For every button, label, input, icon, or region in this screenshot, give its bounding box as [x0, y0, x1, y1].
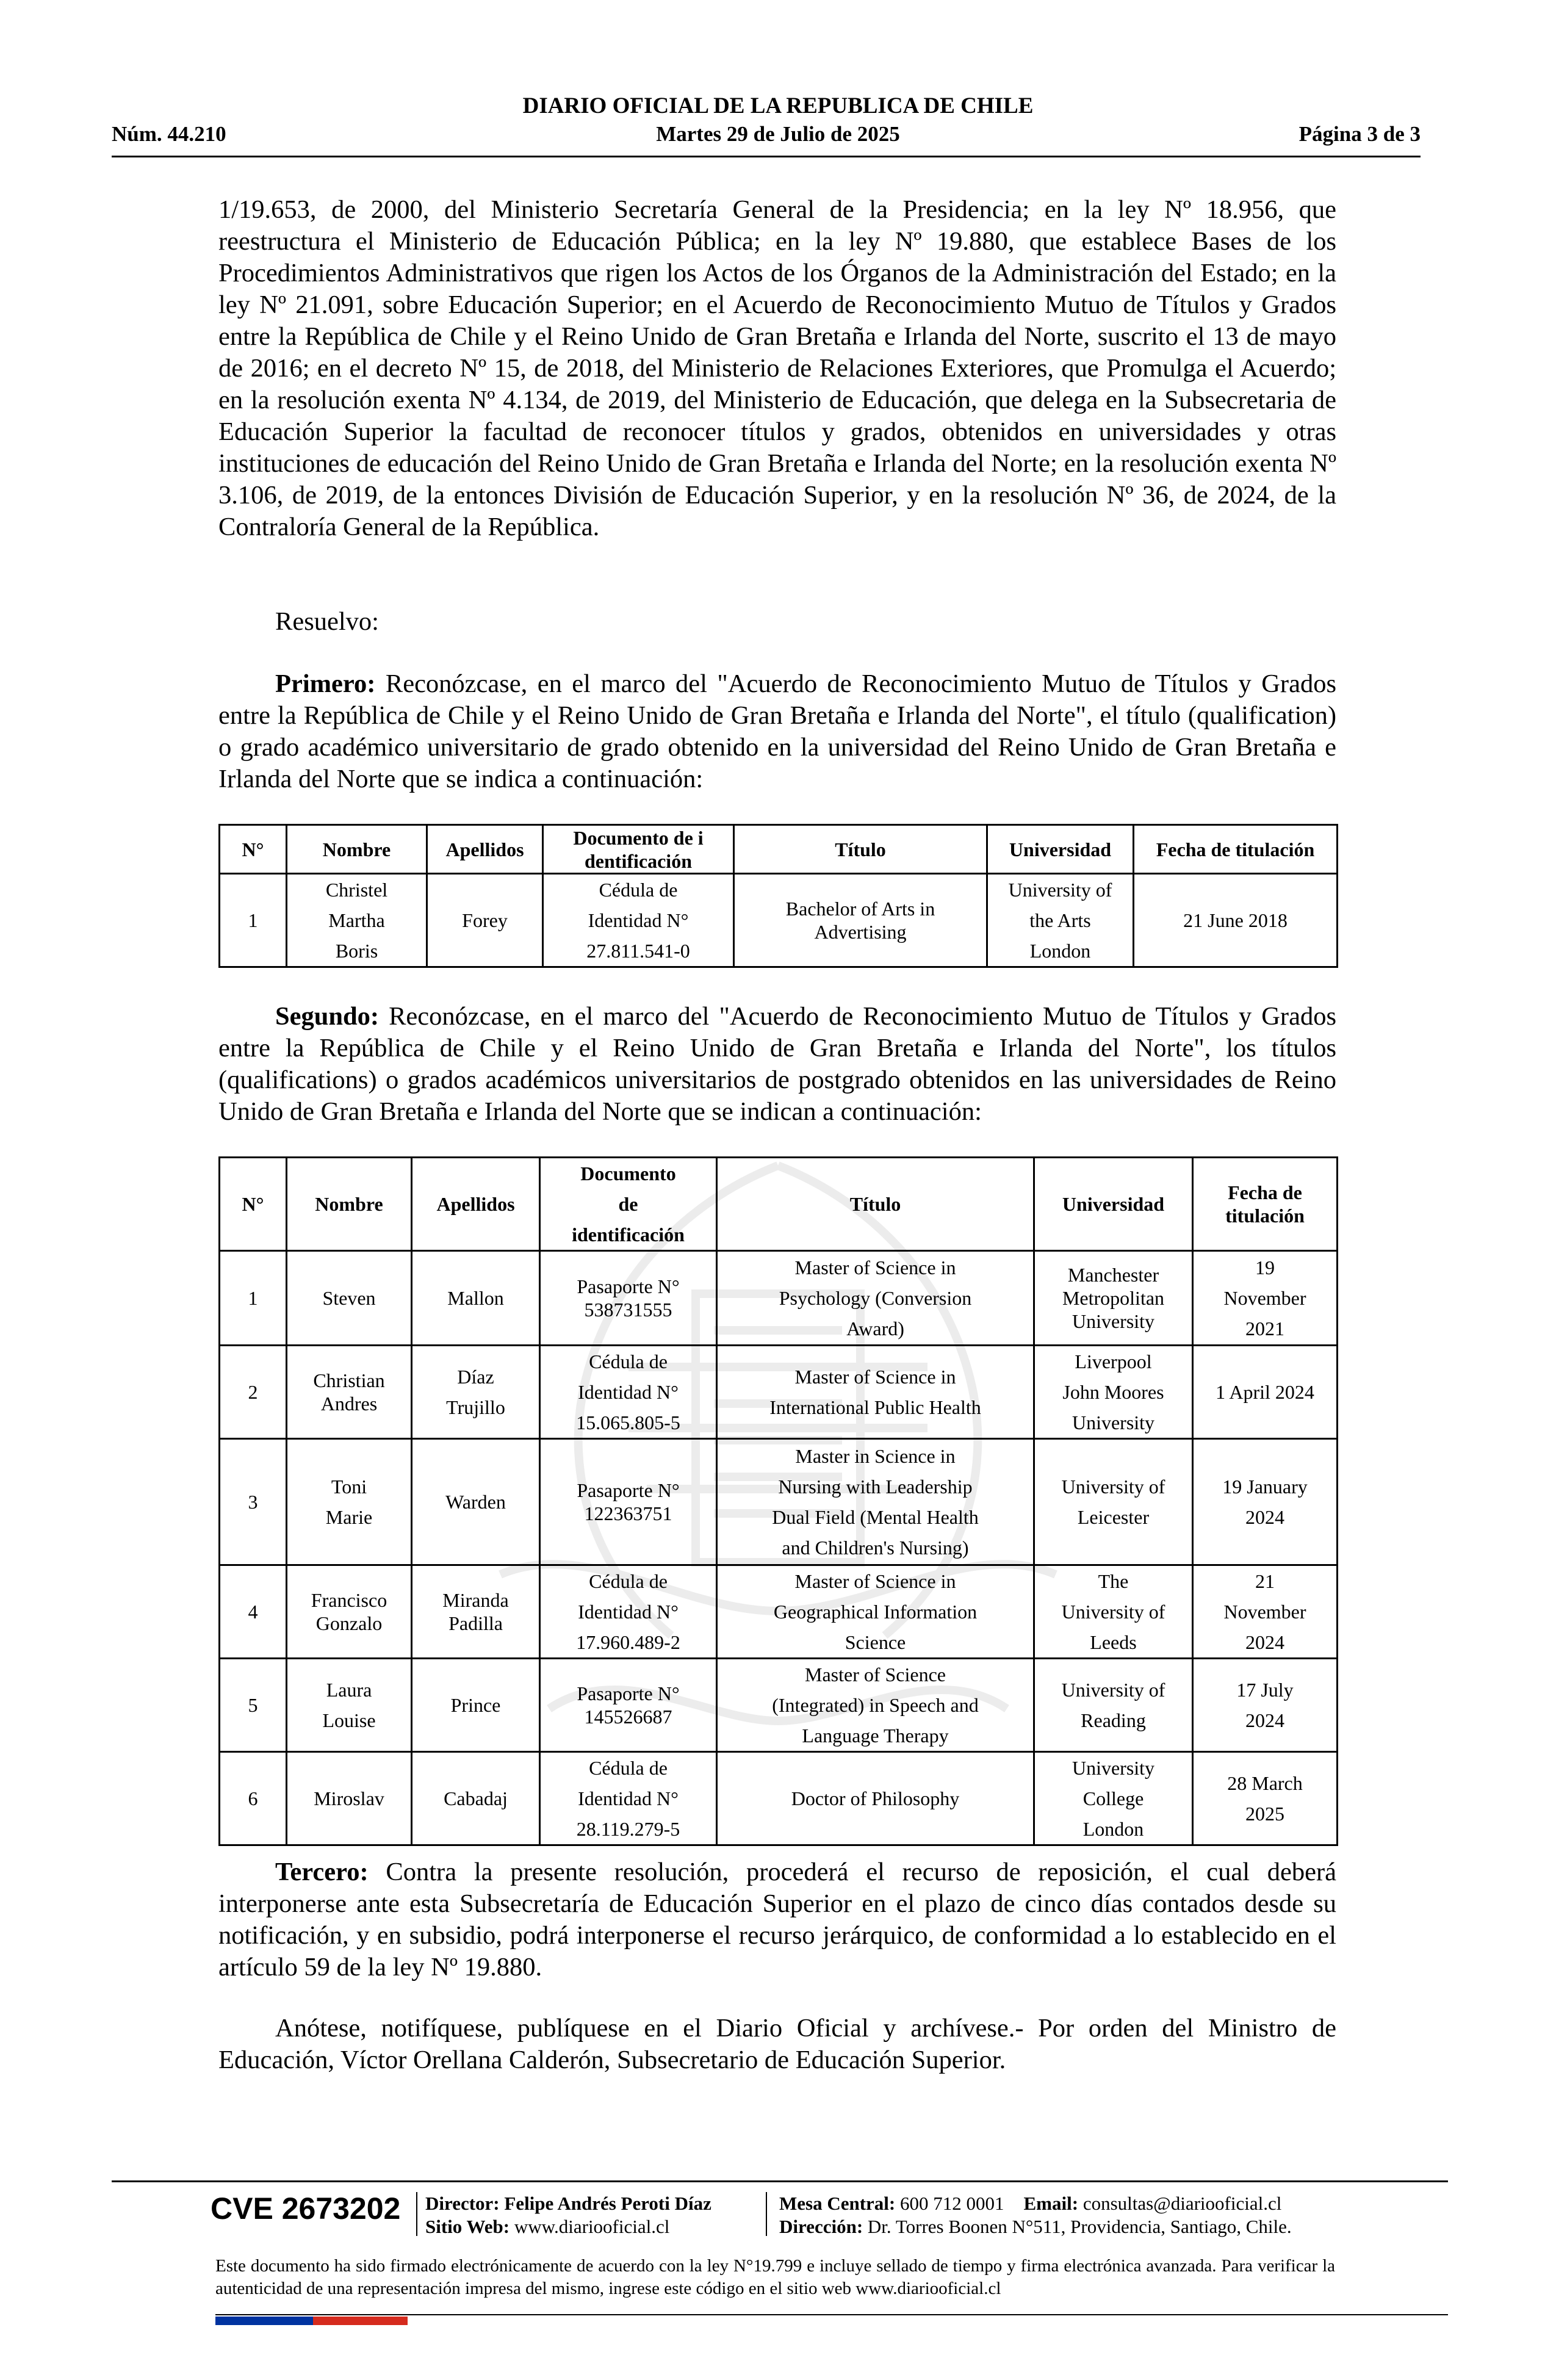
email-link[interactable]: consultas@diariooficial.cl — [1078, 2193, 1282, 2214]
direccion-label: Dirección: — [779, 2216, 863, 2237]
primero-block — [218, 668, 1336, 795]
segundo-block — [218, 1001, 1336, 1128]
cell-nombre: Steven — [287, 1251, 412, 1346]
col-header-nombre: Nombre — [287, 825, 427, 874]
tercero-block — [218, 1856, 1336, 1983]
col-header-nombre: Nombre — [287, 1158, 412, 1251]
cell-nombre: Toni Marie — [287, 1439, 412, 1565]
cell-documento: Cédula de Identidad N° 28.119.279-5 — [540, 1752, 717, 1845]
cve-code: CVE 2673202 — [211, 2191, 401, 2226]
footer-contact-block — [779, 2192, 1292, 2238]
cell-n: 1 — [220, 874, 287, 967]
table-row — [220, 1659, 1338, 1752]
footer-divider — [112, 2180, 1448, 2182]
cell-titulo: Doctor of Philosophy — [717, 1752, 1034, 1845]
table-body — [220, 1251, 1338, 1845]
col-header-titulo: Título — [717, 1158, 1034, 1251]
cell-universidad: University of Reading — [1034, 1659, 1193, 1752]
page-indicator: Página 3 de 3 — [1298, 122, 1421, 146]
newspaper-title: DIARIO OFICIAL DE LA REPUBLICA DE CHILE — [522, 93, 1034, 118]
cell-universidad: University of Leicester — [1034, 1439, 1193, 1565]
resuelvo-block — [218, 606, 1336, 638]
tercero-text: Contra la presente resolución, procederá el recurso de reposición, el cual deberá interponerse ante esta Subsecretaría de Educación Superior en el plazo de cinco días contados desde su notificación, y en subsidio, podrá interponerse el recurso jerárquico, de conformidad a lo establecido en el artículo 59 de la ley Nº 19.880. — [218, 1858, 1336, 1982]
col-header-fecha: Fecha de titulación — [1134, 825, 1338, 874]
col-header-titulo: Título — [734, 825, 987, 874]
col-header-universidad: Universidad — [1034, 1158, 1193, 1251]
cell-universidad: Manchester Metropolitan University — [1034, 1251, 1193, 1346]
direccion-text: Dr. Torres Boonen N°511, Providencia, Santiago, Chile. — [863, 2216, 1292, 2237]
footer-bottom-rule — [215, 2314, 1448, 2315]
cell-apellidos: Mallon — [412, 1251, 540, 1346]
col-header-universidad: Universidad — [987, 825, 1134, 874]
cell-documento: Cédula de Identidad N° 15.065.805-5 — [540, 1346, 717, 1439]
cell-apellidos: Cabadaj — [412, 1752, 540, 1845]
intro-paragraph: 1/19.653, de 2000, del Ministerio Secretaría General de la Presidencia; en la ley Nº 18.956, que reestructura el Ministerio de Educación Pública; en la ley Nº 19.880, que establece Bases de los Procedimientos Administrativos que rigen los Actos de los Órganos de la Administración del Estado; en la ley Nº 21.091, sobre Educación Superior; en el Acuerdo de Reconocimiento Mutuo de Títulos y Grados entre la República de Chile y el Reino Unido de Gran Bretaña e Irlanda del Norte, suscrito el 13 de mayo de 2016; en el decreto Nº 15, de 2018, del Ministerio de Relaciones Exteriores, que Promulga el Acuerdo; en la resolución exenta Nº 4.134, de 2019, del Ministerio de Educación, que delega en la Subsecretaria de Educación Superior la facultad de reconocer títulos y grados, obtenidos en universidades y otras instituciones de educación del Reino Unido de Gran Bretaña e Irlanda del Norte; en la resolución exenta Nº 3.106, de 2019, de la entonces División de Educación Superior, y en la resolución Nº 36, de 2024, de la Contraloría General de la República. — [218, 195, 1336, 541]
col-header-n: N° — [220, 825, 287, 874]
cell-fecha: 17 July 2024 — [1193, 1659, 1338, 1752]
mesa-phone: 600 712 0001 — [895, 2193, 1004, 2214]
cell-apellidos: Miranda Padilla — [412, 1565, 540, 1659]
table-row — [220, 1565, 1338, 1659]
header-divider — [112, 156, 1421, 157]
cell-nombre: Christel Martha Boris — [287, 874, 427, 967]
table-row — [220, 1752, 1338, 1845]
cell-fecha: 21 November 2024 — [1193, 1565, 1338, 1659]
cell-apellidos: Díaz Trujillo — [412, 1346, 540, 1439]
cell-fecha: 28 March 2025 — [1193, 1752, 1338, 1845]
cell-fecha: 21 June 2018 — [1134, 874, 1338, 967]
tercero-paragraph — [218, 1856, 1336, 1983]
cell-nombre: Christian Andres — [287, 1346, 412, 1439]
footer-separator — [416, 2192, 417, 2236]
web-link[interactable]: www.diariooficial.cl — [510, 2216, 670, 2237]
footer-separator — [766, 2192, 767, 2236]
primero-text: Reconózcase, en el marco del "Acuerdo de Reconocimiento Mutuo de Títulos y Grados entre la República de Chile y el Reino Unido de Gran Bretaña e Irlanda del Norte", el título (qualification) o grado académico universitario de grado obtenido en la universidad del Reino Unido de Gran Bretaña e Irlanda del Norte que se indica a continuación: — [218, 669, 1336, 793]
director-name: Felipe Andrés Peroti Díaz — [499, 2193, 711, 2214]
cell-fecha: 19 January 2024 — [1193, 1439, 1338, 1565]
col-header-apellidos: Apellidos — [427, 825, 543, 874]
table-row — [220, 1439, 1338, 1565]
resuelvo-heading: Resuelvo: — [275, 607, 379, 636]
cell-universidad: Liverpool John Moores University — [1034, 1346, 1193, 1439]
col-header-documento: Documento de identificación — [540, 1158, 717, 1251]
segundo-paragraph — [218, 1001, 1336, 1128]
col-header-documento: Documento de i dentificación — [543, 825, 734, 874]
cell-documento: Cédula de Identidad N° 17.960.489-2 — [540, 1565, 717, 1659]
cell-titulo: Master of Science (Integrated) in Speech and Language Therapy — [717, 1659, 1034, 1752]
segundo-text: Reconózcase, en el marco del "Acuerdo de Reconocimiento Mutuo de Títulos y Grados entre la República de Chile y el Reino Unido de Gran Bretaña e Irlanda del Norte", los títulos (qualifications) o grados académicos universitarios de postgrado obtenidos en las universidades de Reino Unido de Gran Bretaña e Irlanda del Norte que se indican a continuación: — [218, 1002, 1336, 1126]
flag-stripe-red — [313, 2317, 408, 2325]
legal-notice: Este documento ha sido firmado electrónicamente de acuerdo con la ley N°19.799 e incluye sellado de tiempo y firma electrónica avanzada. Para verificar la autenticidad de una representación impresa del mismo, ingrese este código en el sitio web www.diariooficial.cl — [215, 2256, 1335, 2298]
intro-block — [218, 194, 1336, 543]
cell-universidad: University of the Arts London — [987, 874, 1134, 967]
cell-titulo: Master in Science in Nursing with Leadership Dual Field (Mental Health and Children's Nursing) — [717, 1439, 1034, 1565]
director-label: Director: — [425, 2193, 500, 2214]
issue-number: Núm. 44.210 — [112, 122, 226, 146]
cell-documento: Pasaporte N° 145526687 — [540, 1659, 717, 1752]
cell-nombre: Miroslav — [287, 1752, 412, 1845]
cell-documento: Cédula de Identidad N° 27.811.541-0 — [543, 874, 734, 967]
col-header-fecha: Fecha de titulación — [1193, 1158, 1338, 1251]
cell-documento: Pasaporte N° 538731555 — [540, 1251, 717, 1346]
table-header-row — [220, 1158, 1338, 1251]
segundo-label: Segundo: — [275, 1002, 380, 1031]
mesa-label: Mesa Central: — [779, 2193, 896, 2214]
col-header-n: N° — [220, 1158, 287, 1251]
table-undergraduate — [218, 824, 1338, 968]
col-header-apellidos: Apellidos — [412, 1158, 540, 1251]
cell-titulo: Master of Science in Psychology (Conversion Award) — [717, 1251, 1034, 1346]
cell-titulo: Bachelor of Arts in Advertising — [734, 874, 987, 967]
cell-apellidos: Warden — [412, 1439, 540, 1565]
cell-apellidos: Forey — [427, 874, 543, 967]
table-row — [220, 1251, 1338, 1346]
cell-nombre: Francisco Gonzalo — [287, 1565, 412, 1659]
cell-titulo: Master of Science in Geographical Information Science — [717, 1565, 1034, 1659]
closing-block — [218, 2013, 1336, 2076]
cell-fecha: 1 April 2024 — [1193, 1346, 1338, 1439]
table-header-row — [220, 825, 1338, 874]
table-postgraduate — [218, 1156, 1338, 1846]
primero-paragraph — [218, 668, 1336, 795]
cell-documento: Pasaporte N° 122363751 — [540, 1439, 717, 1565]
flag-stripe-blue — [215, 2317, 313, 2325]
cell-n: 1 — [220, 1251, 287, 1346]
tercero-label: Tercero: — [275, 1858, 369, 1886]
web-label: Sitio Web: — [425, 2216, 510, 2237]
email-label: Email: — [1023, 2193, 1079, 2214]
cell-universidad: The University of Leeds — [1034, 1565, 1193, 1659]
cell-titulo: Master of Science in International Public Health — [717, 1346, 1034, 1439]
table-row — [220, 1346, 1338, 1439]
cell-n: 2 — [220, 1346, 287, 1439]
cell-fecha: 19 November 2021 — [1193, 1251, 1338, 1346]
cell-nombre: Laura Louise — [287, 1659, 412, 1752]
cell-n: 6 — [220, 1752, 287, 1845]
primero-label: Primero: — [275, 669, 376, 698]
issue-date: Martes 29 de Julio de 2025 — [656, 122, 900, 146]
closing-paragraph: Anótese, notifíquese, publíquese en el Diario Oficial y archívese.- Por orden del Ministro de Educación, Víctor Orellana Calderón, Subsecretario de Educación Superior. — [218, 2014, 1336, 2074]
table-row — [220, 874, 1338, 967]
cell-n: 5 — [220, 1659, 287, 1752]
cell-n: 3 — [220, 1439, 287, 1565]
footer-director-block — [425, 2192, 711, 2238]
cell-apellidos: Prince — [412, 1659, 540, 1752]
cell-n: 4 — [220, 1565, 287, 1659]
cell-universidad: University College London — [1034, 1752, 1193, 1845]
